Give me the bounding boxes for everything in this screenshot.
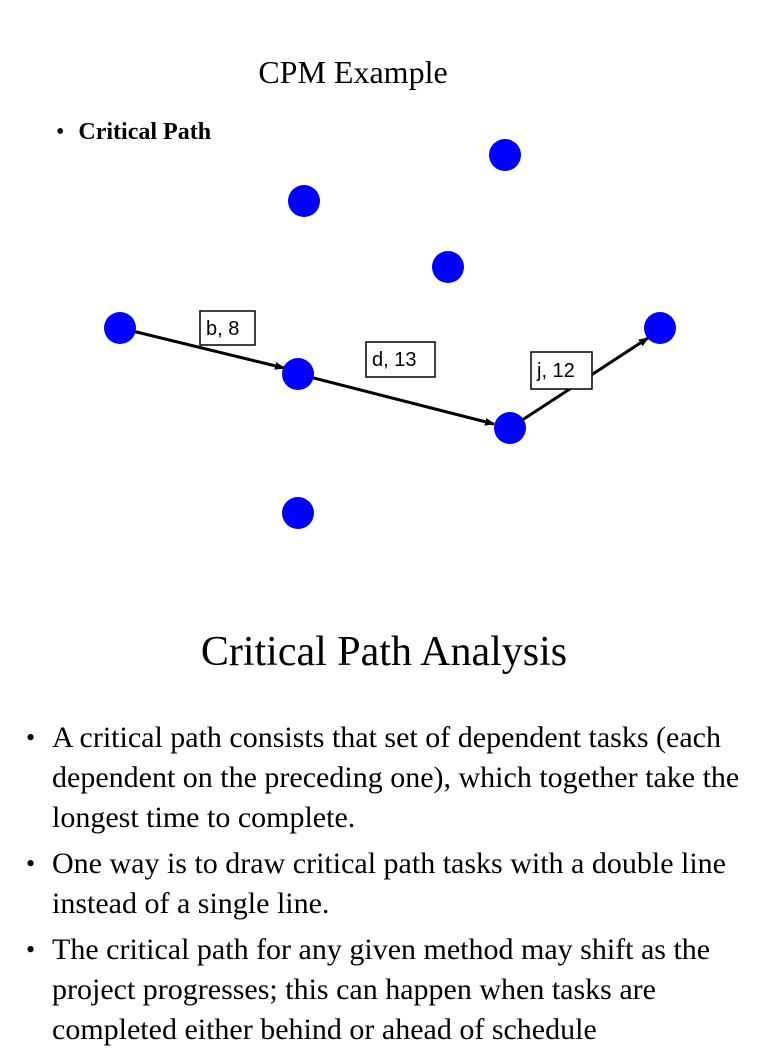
- node: [282, 358, 314, 390]
- edge-d: [298, 374, 494, 424]
- node: [288, 185, 320, 217]
- bullet-item: • A critical path consists that set of dependent tasks (each dependent on the preceding one), which together take the longest time to complete.: [26, 718, 746, 838]
- node: [489, 139, 521, 171]
- node: [432, 251, 464, 283]
- bullet-item: • One way is to draw critical path tasks with a double line instead of a single line.: [26, 844, 746, 924]
- edge-label-d: [366, 342, 435, 377]
- node-end: [644, 312, 676, 344]
- slide-title-cpm-example: CPM Example: [258, 54, 448, 90]
- node: [282, 497, 314, 529]
- bullet-dot: •: [56, 119, 65, 145]
- edge-label-j: [531, 352, 592, 389]
- edge-label-b-text: b, 8: [206, 318, 240, 340]
- node-start: [104, 312, 136, 344]
- slide2-bullet-list: [26, 718, 746, 1056]
- edge-label-b: [200, 311, 255, 345]
- edge-label-j-text: j, 12: [537, 360, 575, 382]
- bullet-critical-path-text: Critical Path: [78, 119, 212, 145]
- bullet-item: • The critical path for any given method may shift as the project progresses; this can happen when tasks are completed either behind or ahead of schedule: [26, 930, 746, 1050]
- slide-title-critical-path-analysis: Critical Path Analysis: [200, 629, 568, 675]
- edge-label-d-text: d, 13: [372, 349, 417, 371]
- node: [494, 412, 526, 444]
